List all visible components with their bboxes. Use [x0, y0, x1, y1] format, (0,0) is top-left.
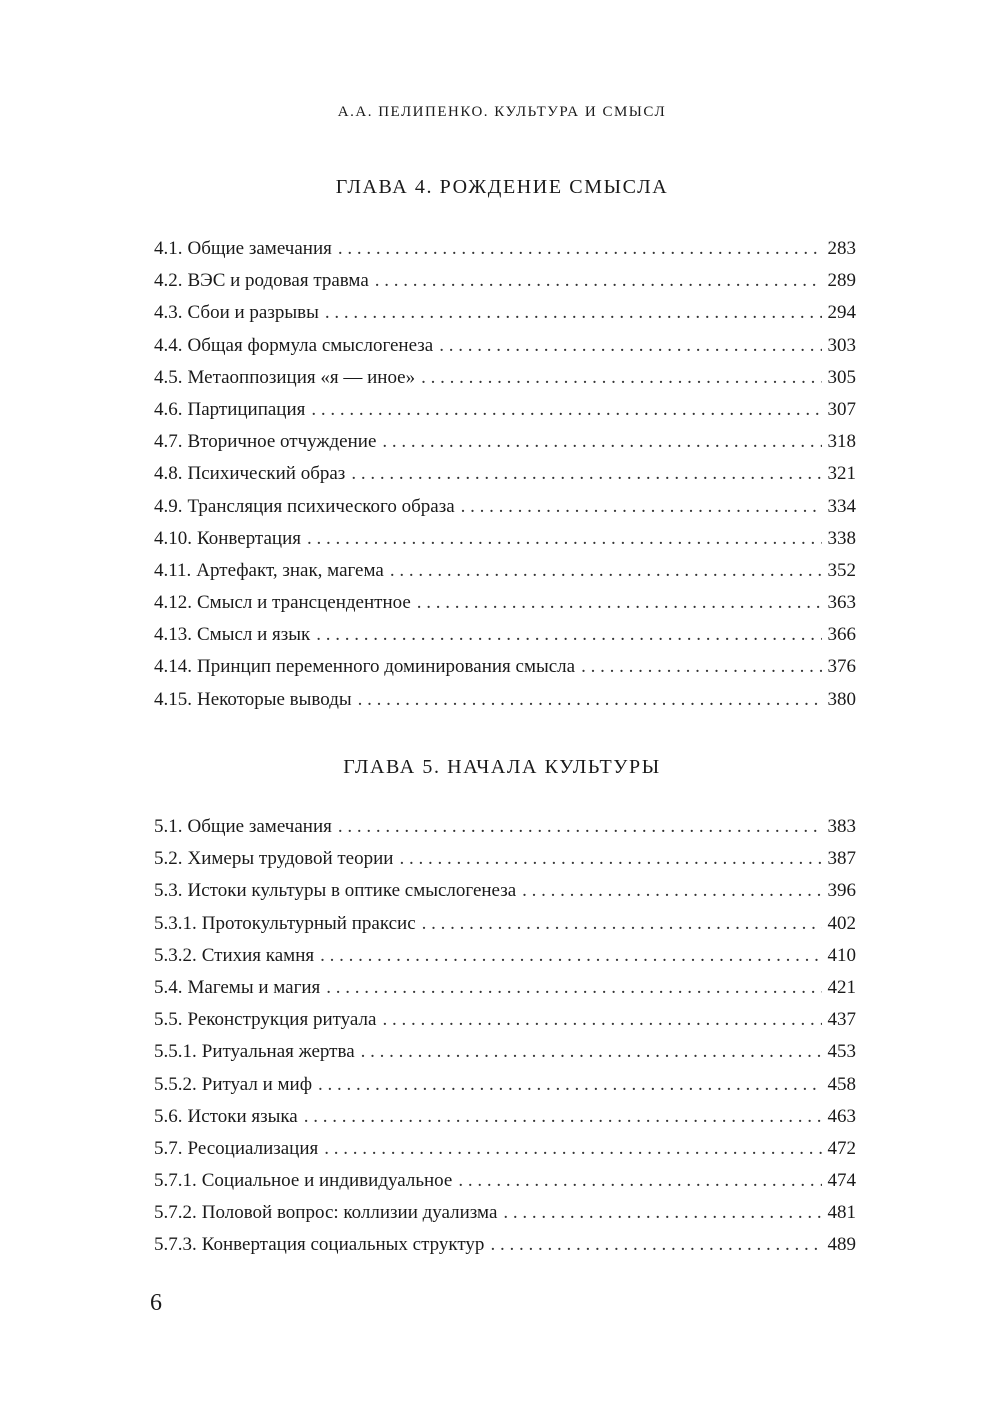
toc-entry-page: 421	[827, 976, 856, 998]
toc-entry	[154, 335, 856, 367]
toc-entry	[154, 592, 856, 624]
toc-entry-title: Ритуальная жертва	[201, 1041, 355, 1063]
running-head: А.А. ПЕЛИПЕНКО. КУЛЬТУРА И СМЫСЛ	[337, 104, 667, 120]
toc-entry-title: Магемы и магия	[187, 976, 321, 998]
toc-entry-title: Общая формула смыслогенеза	[187, 334, 434, 356]
dot-leader	[338, 816, 822, 838]
toc-entry	[154, 238, 856, 270]
toc-entry	[154, 880, 856, 912]
dot-leader	[326, 977, 821, 999]
toc-entry-page: 303	[827, 334, 856, 356]
dot-leader	[399, 848, 821, 870]
toc-entry-title: Реконструкция ритуала	[187, 1009, 377, 1031]
dot-leader	[304, 1106, 822, 1128]
toc-entry-title: Химеры трудовой теории	[187, 848, 394, 870]
toc-entry-title: Половой вопрос: коллизии дуализма	[201, 1202, 498, 1224]
toc-entry-page: 334	[827, 495, 856, 517]
toc-entry-number: 5.3.2.	[154, 944, 197, 966]
toc-entry	[154, 302, 856, 334]
toc-entry-number: 4.15.	[154, 688, 192, 710]
dot-leader	[417, 592, 822, 614]
chapter-5-toc	[154, 816, 856, 1267]
toc-entry-page: 387	[827, 848, 856, 870]
toc-entry-number: 5.2.	[154, 848, 183, 870]
toc-entry-title: Партиципация	[187, 398, 306, 420]
toc-entry	[154, 816, 856, 848]
dot-leader	[324, 1138, 821, 1160]
toc-entry-title: Стихия камня	[201, 944, 315, 966]
dot-leader	[311, 399, 821, 421]
toc-entry-number: 4.4.	[154, 334, 183, 356]
toc-entry	[154, 560, 856, 592]
toc-entry	[154, 977, 856, 1009]
dot-leader	[390, 560, 822, 582]
toc-entry-page: 305	[827, 366, 856, 388]
toc-entry-page: 366	[827, 624, 856, 646]
toc-entry	[154, 1138, 856, 1170]
dot-leader	[461, 496, 822, 518]
toc-entry	[154, 1106, 856, 1138]
toc-entry-page: 376	[827, 656, 856, 678]
toc-entry-title: Сбои и разрывы	[187, 302, 319, 324]
dot-leader	[439, 335, 821, 357]
dot-leader	[581, 656, 821, 678]
toc-entry	[154, 1170, 856, 1202]
toc-entry-page: 396	[827, 880, 856, 902]
toc-entry-number: 5.6.	[154, 1105, 183, 1127]
toc-entry-number: 5.5.	[154, 1009, 183, 1031]
dot-leader	[307, 528, 822, 550]
toc-entry-number: 4.1.	[154, 238, 183, 259]
dot-leader	[522, 880, 821, 902]
toc-entry-number: 5.5.1.	[154, 1041, 197, 1063]
dot-leader	[422, 913, 822, 935]
toc-entry-title: Ресоциализация	[187, 1137, 319, 1159]
toc-entry-page: 437	[827, 1009, 856, 1031]
toc-entry-number: 5.4.	[154, 976, 183, 998]
toc-entry-page: 338	[827, 527, 856, 549]
toc-entry-page: 321	[827, 463, 856, 485]
dot-leader	[320, 945, 821, 967]
toc-entry	[154, 399, 856, 431]
toc-entry-title: Ритуал и миф	[201, 1073, 313, 1095]
toc-entry-page: 352	[827, 559, 856, 581]
toc-entry-title: Протокультурный праксис	[201, 912, 416, 934]
toc-entry-page: 380	[827, 688, 856, 710]
toc-entry-title: Метаоппозиция «я — иное»	[187, 366, 416, 388]
toc-entry-number: 4.10.	[154, 527, 192, 549]
toc-entry-page: 481	[827, 1202, 856, 1224]
toc-entry-page: 458	[827, 1073, 856, 1095]
dot-leader	[351, 463, 821, 485]
toc-entry	[154, 270, 856, 302]
toc-entry	[154, 1234, 856, 1266]
toc-entry-title: Принцип переменного доминирования смысла	[197, 656, 576, 678]
dot-leader	[361, 1041, 822, 1063]
toc-entry-page: 363	[827, 592, 856, 614]
toc-entry	[154, 1041, 856, 1073]
chapter-4-title: ГЛАВА 4. РОЖДЕНИЕ СМЫСЛА	[335, 176, 669, 198]
toc-entry-page: 463	[827, 1105, 856, 1127]
toc-entry-title: Психический образ	[187, 463, 346, 485]
toc-entry	[154, 431, 856, 463]
toc-entry-number: 4.6.	[154, 398, 183, 420]
dot-leader	[421, 367, 821, 389]
toc-entry-title: Общие замечания	[187, 238, 332, 259]
toc-entry-page: 294	[827, 302, 856, 324]
toc-entry-title: Смысл и язык	[197, 624, 311, 646]
toc-entry-number: 4.11.	[154, 559, 192, 581]
toc-entry-page: 410	[827, 944, 856, 966]
toc-entry	[154, 913, 856, 945]
toc-entry-title: ВЭС и родовая травма	[187, 270, 369, 292]
toc-entry	[154, 624, 856, 656]
toc-entry-title: Истоки культуры в оптике смыслогенеза	[187, 880, 517, 902]
toc-entry-number: 5.3.1.	[154, 912, 197, 934]
toc-entry-number: 4.5.	[154, 366, 183, 388]
toc-entry	[154, 367, 856, 399]
dot-leader	[503, 1202, 821, 1224]
toc-entry-title: Смысл и трансцендентное	[197, 592, 411, 614]
toc-entry	[154, 1009, 856, 1041]
toc-entry	[154, 463, 856, 495]
toc-entry-number: 4.12.	[154, 592, 192, 614]
toc-entry-title: Некоторые выводы	[197, 688, 352, 710]
toc-entry-page: 402	[827, 912, 856, 934]
toc-entry-number: 5.5.2.	[154, 1073, 197, 1095]
toc-entry-page: 289	[827, 270, 856, 292]
toc-entry-number: 4.2.	[154, 270, 183, 292]
toc-entry	[154, 656, 856, 688]
toc-entry-title: Общие замечания	[187, 816, 332, 837]
toc-entry-number: 4.3.	[154, 302, 183, 324]
dot-leader	[358, 689, 822, 711]
toc-entry-number: 4.14.	[154, 656, 192, 678]
toc-entry-number: 4.9.	[154, 495, 183, 517]
toc-entry-page: 307	[827, 398, 856, 420]
toc-entry-number: 5.7.3.	[154, 1234, 197, 1256]
dot-leader	[375, 270, 822, 292]
toc-entry	[154, 689, 856, 721]
toc-entry	[154, 848, 856, 880]
chapter-5-title: ГЛАВА 5. НАЧАЛА КУЛЬТУРЫ	[343, 756, 661, 778]
dot-leader	[325, 302, 822, 324]
toc-entry-page: 489	[827, 1234, 856, 1256]
chapter-4-toc	[154, 238, 856, 721]
toc-entry-number: 5.7.2.	[154, 1202, 197, 1224]
toc-entry	[154, 1202, 856, 1234]
dot-leader	[338, 238, 822, 260]
dot-leader	[382, 1009, 821, 1031]
toc-entry-title: Конвертация социальных структур	[201, 1234, 485, 1256]
toc-entry-number: 5.7.	[154, 1137, 183, 1159]
toc-entry-number: 5.1.	[154, 816, 183, 837]
toc-entry-number: 4.7.	[154, 431, 183, 453]
dot-leader	[490, 1234, 821, 1256]
toc-entry-number: 4.8.	[154, 463, 183, 485]
toc-entry-page: 472	[827, 1137, 856, 1159]
page-number: 6	[150, 1290, 162, 1316]
dot-leader	[382, 431, 821, 453]
toc-entry-title: Истоки языка	[187, 1105, 298, 1127]
toc-entry	[154, 1074, 856, 1106]
toc-entry-page: 474	[827, 1170, 856, 1192]
toc-entry-number: 4.13.	[154, 624, 192, 646]
toc-entry-number: 5.7.1.	[154, 1170, 197, 1192]
toc-entry-title: Трансляция психического образа	[187, 495, 455, 517]
toc-entry-title: Социальное и индивидуальное	[201, 1170, 453, 1192]
toc-entry-page: 453	[827, 1041, 856, 1063]
toc-entry-title: Артефакт, знак, магема	[196, 559, 384, 581]
toc-entry	[154, 528, 856, 560]
toc-entry-page: 318	[827, 431, 856, 453]
dot-leader	[458, 1170, 821, 1192]
toc-entry-number: 5.3.	[154, 880, 183, 902]
toc-entry-page: 383	[827, 816, 856, 837]
toc-entry-title: Конвертация	[197, 527, 301, 549]
dot-leader	[316, 624, 821, 646]
dot-leader	[318, 1074, 821, 1096]
toc-entry	[154, 945, 856, 977]
toc-entry	[154, 496, 856, 528]
toc-entry-title: Вторичное отчуждение	[187, 431, 377, 453]
toc-entry-page: 283	[827, 238, 856, 259]
